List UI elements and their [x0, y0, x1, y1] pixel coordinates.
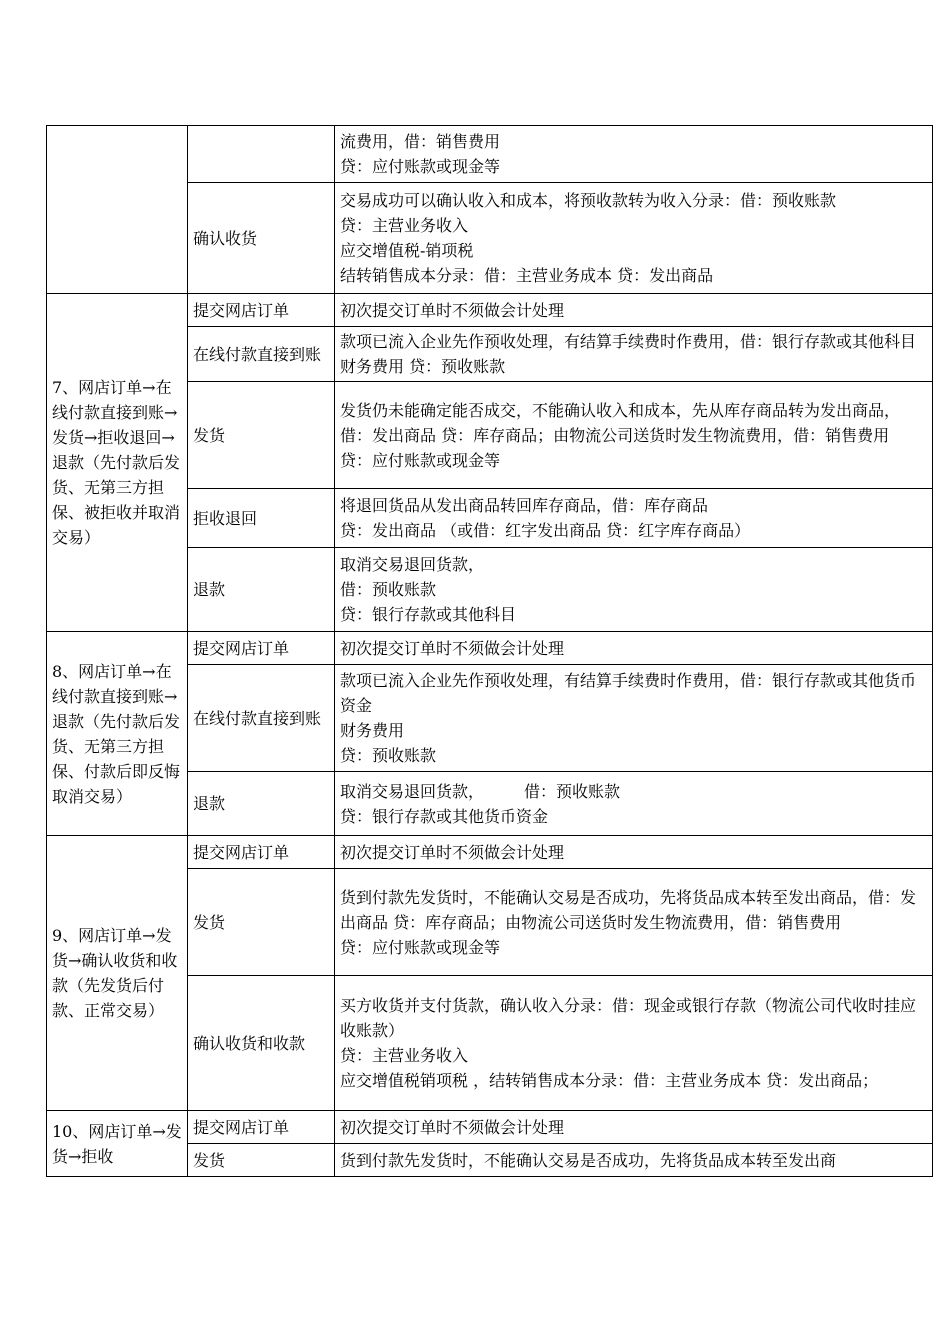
case-cell: [47, 836, 188, 1111]
entry-cell: [335, 327, 933, 382]
case-text: 8、网店订单→在线付款直接到账→退款（先付款后发货、无第三方担保、付款后即反悔取消交易）: [52, 661, 181, 806]
step-cell: 确认收货: [188, 183, 335, 294]
entry-line: 取消交易退回货款，: [340, 555, 485, 574]
entry-line: 应交增值税销项税 ，结转销售成本分录：借：主营业务成本 贷：发出商品；: [340, 1071, 879, 1090]
entry-line: 款项已流入企业先作预收处理，有结算手续费时作费用，借：银行存款或其他科目 财务费用 贷：预收账款: [340, 332, 922, 376]
entry-line: 贷：应付账款或现金等: [340, 937, 501, 957]
accounting-table: [46, 125, 933, 1177]
entry-cell: [335, 976, 933, 1111]
case-cell: [47, 294, 188, 632]
entry-line: 结转销售成本分录：借：主营业务成本 贷：发出商品: [340, 266, 714, 285]
entry-line: 贷：银行存款或其他货币资金: [340, 806, 549, 826]
entry-cell: [335, 836, 933, 869]
entry-line: 货到付款先发货时，不能确认交易是否成功，先将货品成本转至发出商: [340, 1150, 837, 1170]
table-row: [47, 294, 933, 327]
step-cell: 发货: [188, 1144, 335, 1177]
entry-line: 贷：发出商品 （或借：红字发出商品 贷：红字库存商品）: [340, 521, 751, 540]
table-row: [47, 632, 933, 665]
entry-line: 贷：预收账款: [340, 746, 437, 765]
entry-cell: [335, 869, 933, 976]
entry-line: 款项已流入企业先作预收处理，有结算手续费时作费用，借：银行存款或其他货币资金: [340, 671, 917, 715]
step-cell: 退款: [188, 548, 335, 632]
case-text: 7、网店订单→在线付款直接到账→发货→拒收退回→退款（先付款后发货、无第三方担保、被拒收并取消交易）: [52, 378, 181, 547]
entry-line: 发货仍未能确定能否成交，不能确认收入和成本，先从库存商品转为发出商品，借：发出商品 贷：库存商品；由物流公司送货时发生物流费用，借：销售费用: [340, 400, 901, 445]
entry-line: 货到付款先发货时，不能确认交易是否成功，先将货品成本转至发出商品，借：发出商品 贷：库存商品；由物流公司送货时发生物流费用，借：销售费用: [340, 887, 917, 932]
entry-line: 贷：应付账款或现金等: [340, 450, 501, 470]
case-text: 9、网店订单→发货→确认收货和收款（先发货后付款、正常交易）: [52, 926, 178, 1020]
entry-cell: [335, 382, 933, 489]
step-cell: 在线付款直接到账: [188, 327, 335, 382]
step-cell: 退款: [188, 772, 335, 836]
entry-cell: [335, 632, 933, 665]
entry-line: 取消交易退回货款， 借：预收账款: [340, 781, 621, 801]
entry-line: 初次提交订单时不须做会计处理: [340, 842, 565, 862]
table-body: [47, 126, 933, 1177]
entry-line: 初次提交订单时不须做会计处理: [340, 300, 565, 320]
step-cell: 发货: [188, 869, 335, 976]
entry-line: 财务费用: [340, 721, 405, 740]
step-cell: 确认收货和收款: [188, 976, 335, 1111]
step-cell: 提交网店订单: [188, 632, 335, 665]
entry-cell: [335, 183, 933, 294]
entry-line: 交易成功可以确认收入和成本，将预收款转为收入分录：借：预收账款: [340, 191, 837, 210]
step-cell: 在线付款直接到账: [188, 665, 335, 772]
entry-cell: [335, 1144, 933, 1177]
entry-line: 贷：主营业务收入: [340, 1046, 469, 1065]
step-cell: 提交网店订单: [188, 1111, 335, 1144]
entry-cell: [335, 294, 933, 327]
entry-cell: [335, 1111, 933, 1144]
step-cell: 提交网店订单: [188, 836, 335, 869]
entry-cell: [335, 772, 933, 836]
step-cell: [188, 126, 335, 183]
step-cell: 发货: [188, 382, 335, 489]
table-row: [47, 836, 933, 869]
entry-line: 初次提交订单时不须做会计处理: [340, 1117, 565, 1137]
entry-line: 贷：应付账款或现金等: [340, 157, 501, 176]
case-cell: [47, 126, 188, 294]
step-cell: 拒收退回: [188, 489, 335, 548]
table-row: [47, 1111, 933, 1144]
case-cell: [47, 1111, 188, 1177]
case-cell: [47, 632, 188, 836]
case-text: 10、网店订单→发货→拒收: [52, 1121, 182, 1166]
table-row: [47, 126, 933, 183]
step-cell: 提交网店订单: [188, 294, 335, 327]
entry-cell: [335, 126, 933, 183]
entry-line: 将退回货品从发出商品转回库存商品，借：库存商品: [340, 496, 709, 515]
entry-line: 贷：银行存款或其他科目: [340, 605, 517, 624]
entry-cell: [335, 548, 933, 632]
entry-cell: [335, 489, 933, 548]
entry-line: 借：预收账款: [340, 580, 437, 599]
entry-line: 买方收货并支付货款，确认收入分录：借：现金或银行存款（物流公司代收时挂应收账款）: [340, 996, 917, 1040]
entry-cell: [335, 665, 933, 772]
entry-line: 应交增值税-销项税: [340, 241, 474, 260]
entry-line: 初次提交订单时不须做会计处理: [340, 638, 565, 658]
entry-line: 流费用，借：销售费用: [340, 132, 501, 151]
entry-line: 贷：主营业务收入: [340, 216, 469, 235]
